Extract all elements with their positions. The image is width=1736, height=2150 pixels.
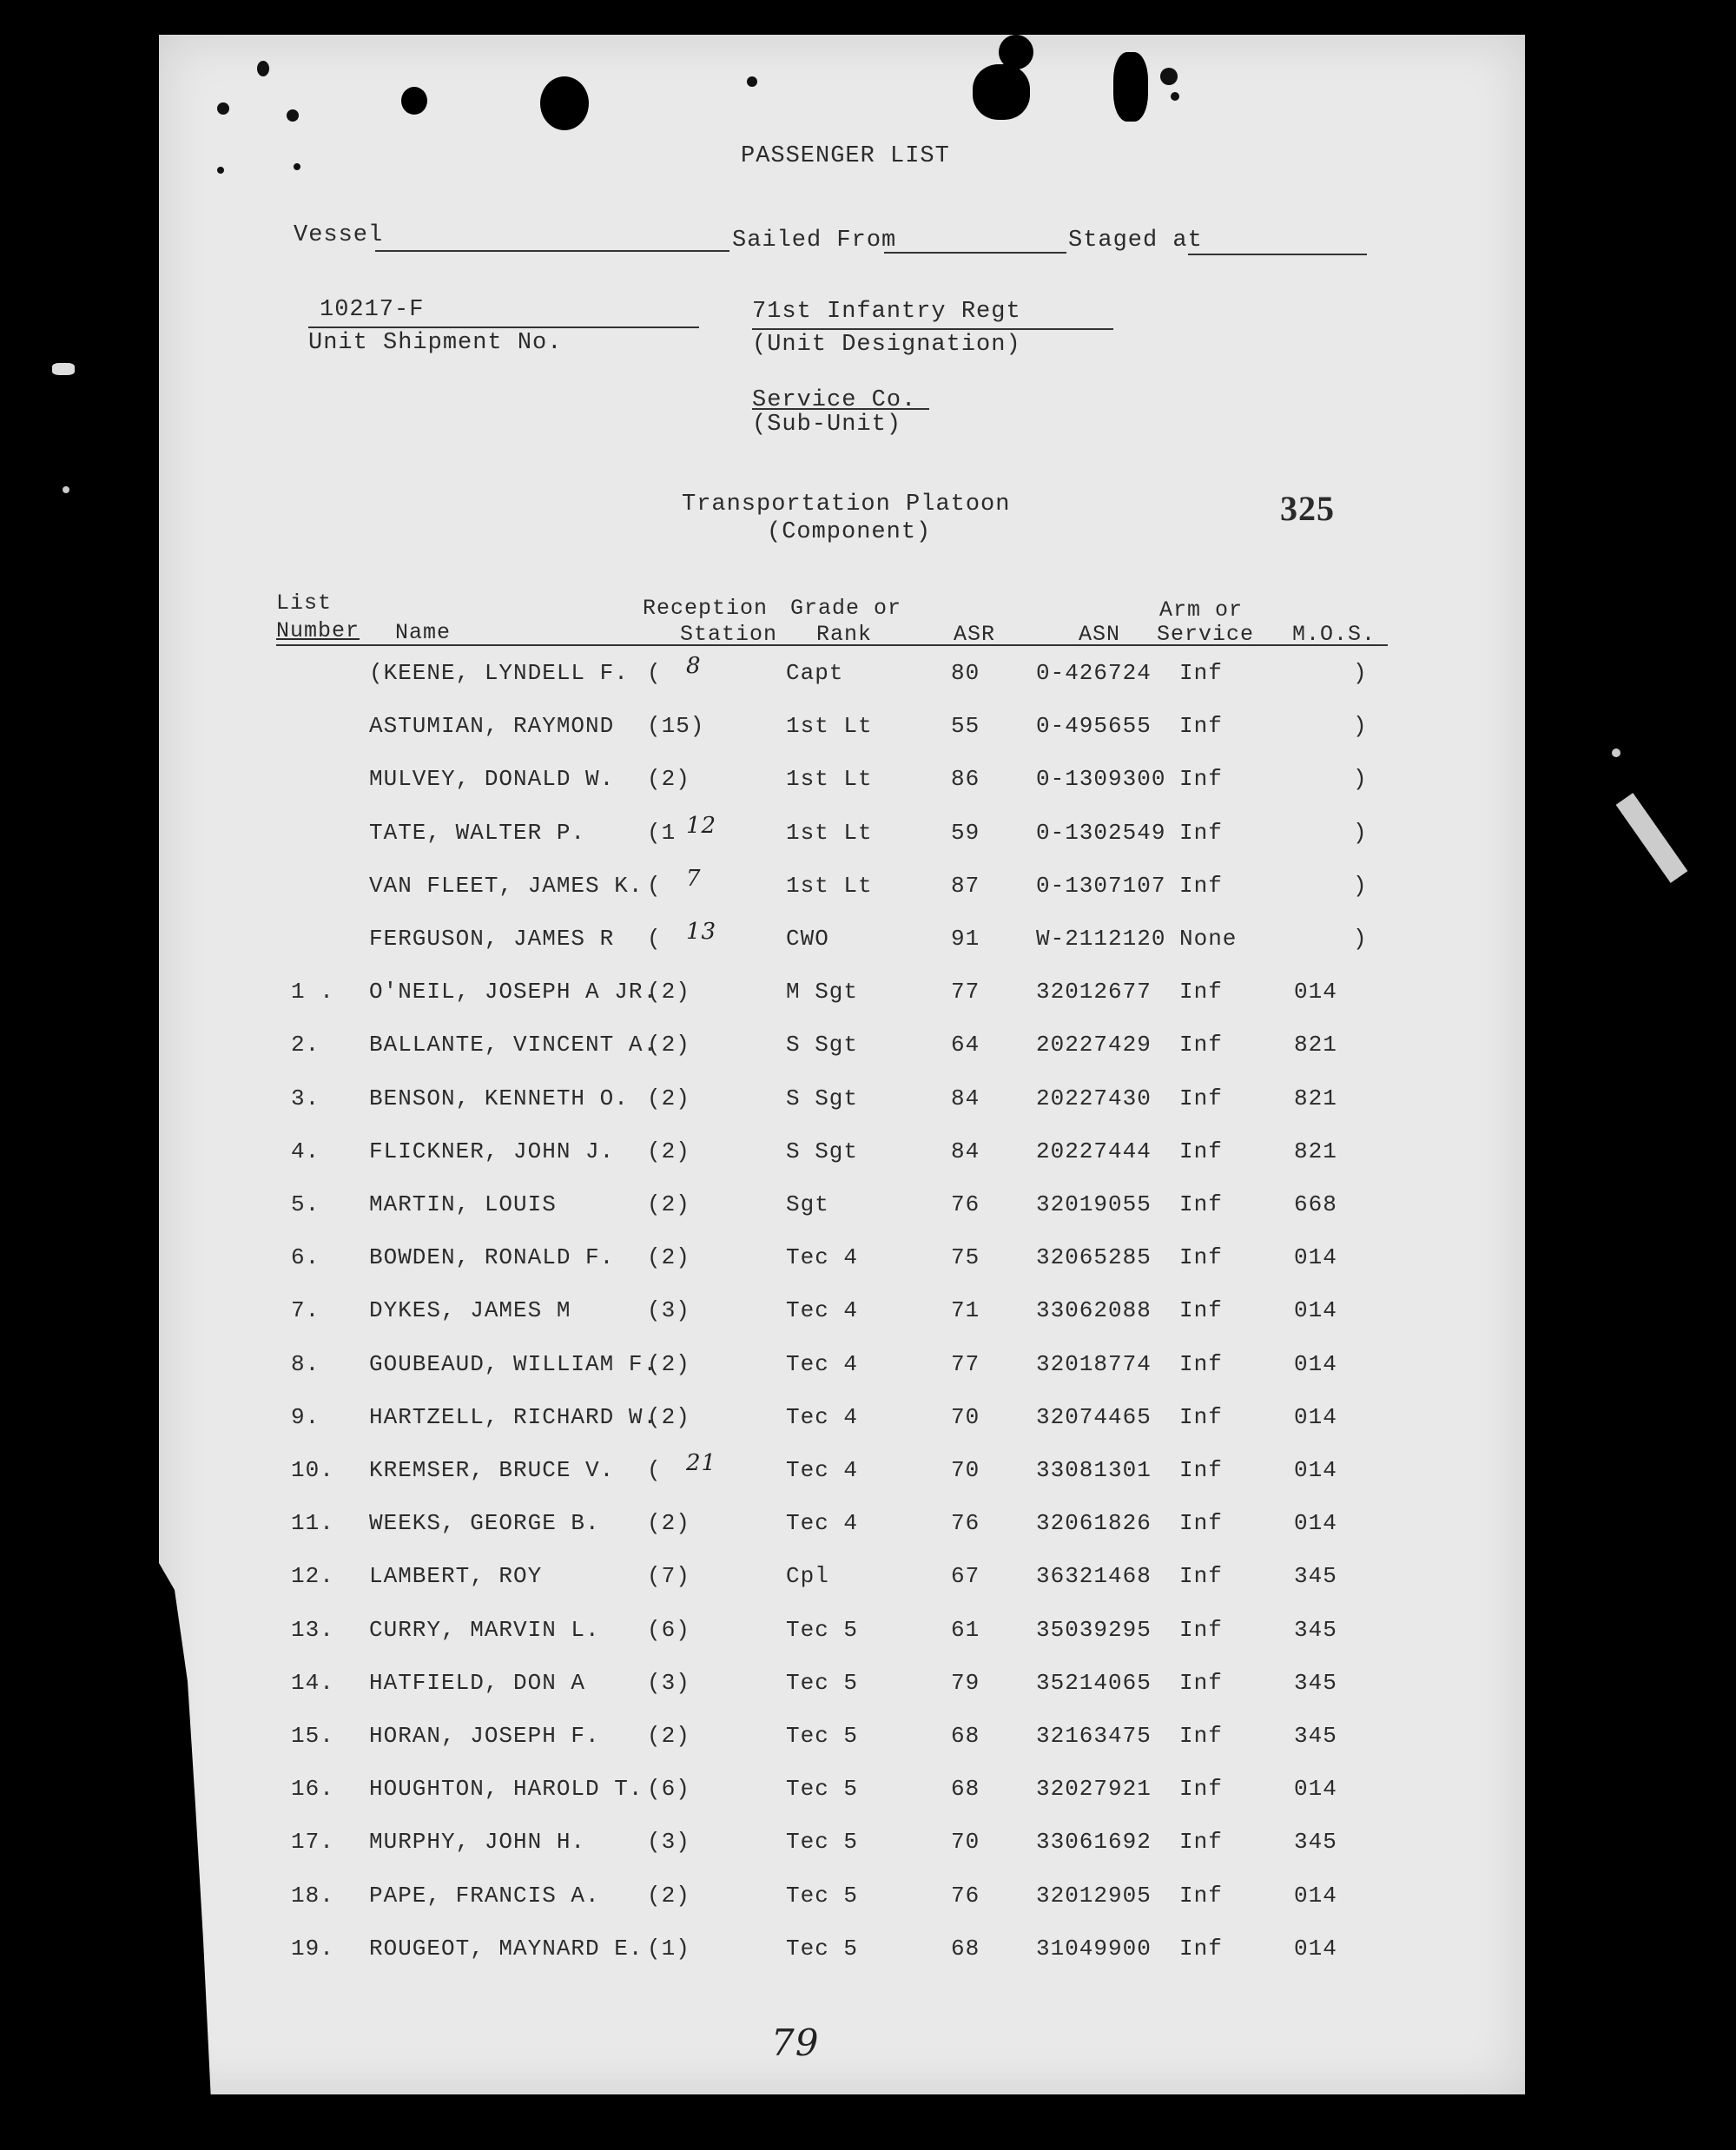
arm-service: Inf <box>1179 1882 1223 1909</box>
passenger-name: HATFIELD, DON A <box>369 1669 586 1696</box>
grade-rank: Sgt <box>786 1191 829 1217</box>
row-number: 15. <box>291 1723 334 1749</box>
grade-rank: 1st Lt <box>786 819 873 846</box>
row-number: 18. <box>291 1882 334 1909</box>
arm-service: Inf <box>1179 1032 1223 1059</box>
grade-rank: Tec 5 <box>786 1935 859 1962</box>
grade-rank: Tec 5 <box>786 1829 859 1856</box>
serial-number: 33081301 <box>1036 1457 1152 1483</box>
passenger-name: LAMBERT, ROY <box>369 1563 543 1590</box>
row-number: 11. <box>291 1510 334 1537</box>
reception-station: (15) <box>647 713 705 740</box>
col-header-arm: Arm or <box>1159 597 1244 623</box>
passenger-name: O'NEIL, JOSEPH A JR. <box>369 979 658 1006</box>
asr-score: 71 <box>951 1297 980 1324</box>
serial-number: 31049900 <box>1036 1935 1152 1962</box>
arm-service: Inf <box>1179 1085 1223 1111</box>
table-row <box>0 1138 1736 1173</box>
page-stamp-number: 325 <box>1280 489 1335 528</box>
row-number: 8. <box>291 1350 320 1377</box>
reception-station: (6) <box>647 1776 690 1803</box>
table-row <box>0 1351 1736 1386</box>
arm-service: Inf <box>1179 1935 1223 1962</box>
mos-code: 014 <box>1294 1510 1337 1537</box>
arm-service: None <box>1179 926 1238 952</box>
passenger-name: DYKES, JAMES M <box>369 1297 571 1324</box>
row-number: 14. <box>291 1669 334 1696</box>
asr-score: 84 <box>951 1085 980 1111</box>
asr-score: 79 <box>951 1669 980 1696</box>
serial-number: 32061826 <box>1036 1510 1152 1537</box>
serial-number: 20227429 <box>1036 1032 1152 1059</box>
shipment-label: Unit Shipment No. <box>308 330 563 356</box>
arm-service: Inf <box>1179 1297 1223 1324</box>
table-row <box>0 1404 1736 1439</box>
passenger-name: WEEKS, GEORGE B. <box>369 1510 600 1537</box>
passenger-name: HARTZELL, RICHARD W. <box>369 1403 658 1430</box>
col-header-mos: M.O.S. <box>1292 622 1376 647</box>
reception-station: ( <box>647 872 662 899</box>
serial-number: 35214065 <box>1036 1669 1152 1696</box>
table-row <box>0 1085 1736 1120</box>
component-label: (Component) <box>767 519 932 545</box>
mos-code: 821 <box>1294 1138 1337 1164</box>
unit-designation-label: (Unit Designation) <box>752 332 1021 358</box>
table-row <box>0 1450 1736 1492</box>
table-row <box>0 1032 1736 1066</box>
arm-service: Inf <box>1179 1616 1223 1643</box>
serial-number: 32019055 <box>1036 1191 1152 1217</box>
table-row <box>0 812 1736 854</box>
col-header-service: Service <box>1157 622 1255 647</box>
table-row <box>0 1297 1736 1332</box>
table-row <box>0 713 1736 748</box>
passenger-name: BALLANTE, VINCENT A. <box>369 1032 658 1059</box>
mos-code: 014 <box>1294 1776 1337 1803</box>
component: Transportation Platoon <box>682 491 1011 518</box>
grade-rank: Capt <box>786 660 844 686</box>
serial-number: 32027921 <box>1036 1776 1152 1803</box>
table-row <box>0 865 1736 907</box>
serial-number: 32065285 <box>1036 1244 1152 1271</box>
table-row <box>0 1883 1736 1917</box>
passenger-name: PAPE, FRANCIS A. <box>369 1882 600 1909</box>
handwritten-page-number: 79 <box>771 2021 820 2064</box>
mos-code: 014 <box>1294 1350 1337 1377</box>
grade-rank: Tec 4 <box>786 1403 859 1430</box>
asr-score: 76 <box>951 1191 980 1217</box>
arm-service: Inf <box>1179 979 1223 1006</box>
unit-designation: 71st Infantry Regt <box>752 299 1021 325</box>
mos-code: ) <box>1353 926 1368 952</box>
passenger-name: (KEENE, LYNDELL F. <box>369 660 629 686</box>
asr-score: 84 <box>951 1138 980 1164</box>
grade-rank: CWO <box>786 926 829 952</box>
mos-code: ) <box>1353 819 1368 846</box>
passenger-name: VAN FLEET, JAMES K. <box>369 872 644 899</box>
grade-rank: Tec 4 <box>786 1350 859 1377</box>
row-number: 19. <box>291 1935 334 1962</box>
reception-station: (2) <box>647 1085 690 1111</box>
asr-score: 77 <box>951 979 980 1006</box>
arm-service: Inf <box>1179 1776 1223 1803</box>
asr-score: 80 <box>951 660 980 686</box>
table-row <box>0 1936 1736 1970</box>
passenger-name: FLICKNER, JOHN J. <box>369 1138 615 1164</box>
arm-service: Inf <box>1179 766 1223 793</box>
arm-service: Inf <box>1179 1244 1223 1271</box>
reception-station: ( <box>647 926 662 952</box>
serial-number: 32018774 <box>1036 1350 1152 1377</box>
asr-score: 67 <box>951 1563 980 1590</box>
handwritten-correction: 21 <box>686 1450 717 1476</box>
mos-code: ) <box>1353 766 1368 793</box>
grade-rank: Tec 4 <box>786 1457 859 1483</box>
grade-rank: 1st Lt <box>786 872 873 899</box>
handwritten-correction: 8 <box>686 653 702 679</box>
serial-number: 32074465 <box>1036 1403 1152 1430</box>
handwritten-correction: 13 <box>686 919 717 945</box>
sub-unit: Service Co. <box>752 387 917 413</box>
passenger-name: MURPHY, JOHN H. <box>369 1829 586 1856</box>
serial-number: 0-1302549 <box>1036 819 1166 846</box>
reception-station: ( <box>647 660 662 686</box>
passenger-name: BOWDEN, RONALD F. <box>369 1244 615 1271</box>
row-number: 7. <box>291 1297 320 1324</box>
table-row <box>0 1670 1736 1705</box>
table-row <box>0 1829 1736 1863</box>
grade-rank: Tec 4 <box>786 1510 859 1537</box>
grade-rank: Tec 5 <box>786 1669 859 1696</box>
passenger-name: FERGUSON, JAMES R <box>369 926 615 952</box>
mos-code: 821 <box>1294 1085 1337 1111</box>
asr-score: 68 <box>951 1776 980 1803</box>
serial-number: 32163475 <box>1036 1723 1152 1749</box>
mos-code: 014 <box>1294 1297 1337 1324</box>
mos-code: 345 <box>1294 1723 1337 1749</box>
staged-at-label: Staged at <box>1068 228 1203 254</box>
row-number: 3. <box>291 1085 320 1111</box>
row-number: 9. <box>291 1403 320 1430</box>
shipment-number: 10217-F <box>320 297 425 323</box>
arm-service: Inf <box>1179 1403 1223 1430</box>
table-row <box>0 1563 1736 1598</box>
asr-score: 76 <box>951 1882 980 1909</box>
mos-code: 821 <box>1294 1032 1337 1059</box>
table-row <box>0 979 1736 1013</box>
mos-code: ) <box>1353 660 1368 686</box>
row-number: 17. <box>291 1829 334 1856</box>
reception-station: (2) <box>647 1350 690 1377</box>
table-row <box>0 1244 1736 1279</box>
mos-code: 668 <box>1294 1191 1337 1217</box>
arm-service: Inf <box>1179 1723 1223 1749</box>
row-number: 10. <box>291 1457 334 1483</box>
handwritten-correction: 12 <box>686 812 717 839</box>
mos-code: 014 <box>1294 1457 1337 1483</box>
row-number: 16. <box>291 1776 334 1803</box>
table-row <box>0 1723 1736 1758</box>
reception-station: (2) <box>647 1138 690 1164</box>
grade-rank: Tec 5 <box>786 1882 859 1909</box>
col-header-grade: Grade or <box>790 596 902 621</box>
reception-station: (2) <box>647 979 690 1006</box>
sailed-from-label: Sailed From <box>732 228 897 254</box>
col-header-list: List <box>276 590 333 616</box>
asr-score: 75 <box>951 1244 980 1271</box>
col-header-reception: Reception <box>643 596 769 621</box>
passenger-name: HOUGHTON, HAROLD T. <box>369 1776 644 1803</box>
sub-unit-label: (Sub-Unit) <box>752 412 902 438</box>
serial-number: 20227430 <box>1036 1085 1152 1111</box>
grade-rank: S Sgt <box>786 1032 859 1059</box>
mos-code: ) <box>1353 872 1368 899</box>
serial-number: 0-426724 <box>1036 660 1152 686</box>
reception-station: (3) <box>647 1297 690 1324</box>
row-number: 6. <box>291 1244 320 1271</box>
reception-station: (2) <box>647 1882 690 1909</box>
serial-number: 32012677 <box>1036 979 1152 1006</box>
reception-station: (1 <box>647 819 677 846</box>
reception-station: (1) <box>647 1935 690 1962</box>
asr-score: 91 <box>951 926 980 952</box>
passenger-name: CURRY, MARVIN L. <box>369 1616 600 1643</box>
mos-code: 345 <box>1294 1616 1337 1643</box>
row-number: 1 . <box>291 979 334 1006</box>
passenger-name: ROUGEOT, MAYNARD E. <box>369 1935 644 1962</box>
serial-number: 0-1307107 <box>1036 872 1166 899</box>
reception-station: (2) <box>647 1403 690 1430</box>
passenger-name: ASTUMIAN, RAYMOND <box>369 713 615 740</box>
arm-service: Inf <box>1179 1138 1223 1164</box>
table-row <box>0 919 1736 960</box>
asr-score: 70 <box>951 1403 980 1430</box>
asr-score: 76 <box>951 1510 980 1537</box>
table-row <box>0 653 1736 695</box>
serial-number: 33062088 <box>1036 1297 1152 1324</box>
mos-code: 014 <box>1294 1244 1337 1271</box>
table-row <box>0 1510 1736 1545</box>
asr-score: 55 <box>951 713 980 740</box>
table-row <box>0 766 1736 801</box>
reception-station: (7) <box>647 1563 690 1590</box>
passenger-name: HORAN, JOSEPH F. <box>369 1723 600 1749</box>
mos-code: 345 <box>1294 1829 1337 1856</box>
grade-rank: S Sgt <box>786 1138 859 1164</box>
passenger-name: KREMSER, BRUCE V. <box>369 1457 615 1483</box>
table-row <box>0 1776 1736 1810</box>
grade-rank: Tec 5 <box>786 1723 859 1749</box>
asr-score: 86 <box>951 766 980 793</box>
reception-station: (2) <box>647 766 690 793</box>
passenger-name: GOUBEAUD, WILLIAM F. <box>369 1350 658 1377</box>
reception-station: (2) <box>647 1191 690 1217</box>
reception-station: (6) <box>647 1616 690 1643</box>
serial-number: 0-1309300 <box>1036 766 1166 793</box>
passenger-name: BENSON, KENNETH O. <box>369 1085 629 1111</box>
asr-score: 70 <box>951 1457 980 1483</box>
col-header-station: Station <box>680 622 778 647</box>
row-number: 5. <box>291 1191 320 1217</box>
col-header-asr: ASR <box>954 622 996 647</box>
mos-code: 014 <box>1294 979 1337 1006</box>
arm-service: Inf <box>1179 1829 1223 1856</box>
row-number: 13. <box>291 1616 334 1643</box>
grade-rank: M Sgt <box>786 979 859 1006</box>
reception-station: (2) <box>647 1244 690 1271</box>
grade-rank: Tec 5 <box>786 1616 859 1643</box>
col-header-asn: ASN <box>1079 622 1121 647</box>
mos-code: 014 <box>1294 1882 1337 1909</box>
passenger-name: MULVEY, DONALD W. <box>369 766 615 793</box>
serial-number: 32012905 <box>1036 1882 1152 1909</box>
grade-rank: Cpl <box>786 1563 829 1590</box>
passenger-name: TATE, WALTER P. <box>369 819 586 846</box>
asr-score: 68 <box>951 1723 980 1749</box>
arm-service: Inf <box>1179 660 1223 686</box>
mos-code: 345 <box>1294 1669 1337 1696</box>
document-title: PASSENGER LIST <box>741 143 950 169</box>
grade-rank: S Sgt <box>786 1085 859 1111</box>
arm-service: Inf <box>1179 1510 1223 1537</box>
col-header-number: Number <box>276 618 360 643</box>
reception-station: (3) <box>647 1669 690 1696</box>
serial-number: 36321468 <box>1036 1563 1152 1590</box>
arm-service: Inf <box>1179 819 1223 846</box>
reception-station: (2) <box>647 1032 690 1059</box>
arm-service: Inf <box>1179 1669 1223 1696</box>
row-number: 12. <box>291 1563 334 1590</box>
col-header-name: Name <box>395 620 452 645</box>
arm-service: Inf <box>1179 1191 1223 1217</box>
asr-score: 61 <box>951 1616 980 1643</box>
grade-rank: Tec 4 <box>786 1244 859 1271</box>
arm-service: Inf <box>1179 1457 1223 1483</box>
reception-station: (2) <box>647 1510 690 1537</box>
arm-service: Inf <box>1179 713 1223 740</box>
asr-score: 77 <box>951 1350 980 1377</box>
grade-rank: 1st Lt <box>786 713 873 740</box>
reception-station: (3) <box>647 1829 690 1856</box>
row-number: 4. <box>291 1138 320 1164</box>
asr-score: 68 <box>951 1935 980 1962</box>
mos-code: ) <box>1353 713 1368 740</box>
serial-number: W-2112120 <box>1036 926 1166 952</box>
passenger-name: MARTIN, LOUIS <box>369 1191 557 1217</box>
arm-service: Inf <box>1179 1350 1223 1377</box>
grade-rank: 1st Lt <box>786 766 873 793</box>
col-header-rank: Rank <box>816 622 873 647</box>
table-row <box>0 1191 1736 1226</box>
grade-rank: Tec 5 <box>786 1776 859 1803</box>
arm-service: Inf <box>1179 1563 1223 1590</box>
serial-number: 33061692 <box>1036 1829 1152 1856</box>
mos-code: 345 <box>1294 1563 1337 1590</box>
serial-number: 0-495655 <box>1036 713 1152 740</box>
grade-rank: Tec 4 <box>786 1297 859 1324</box>
row-number: 2. <box>291 1032 320 1059</box>
serial-number: 35039295 <box>1036 1616 1152 1643</box>
reception-station: ( <box>647 1457 662 1483</box>
mos-code: 014 <box>1294 1935 1337 1962</box>
reception-station: (2) <box>647 1723 690 1749</box>
asr-score: 87 <box>951 872 980 899</box>
handwritten-correction: 7 <box>686 865 702 892</box>
table-row <box>0 1617 1736 1652</box>
asr-score: 64 <box>951 1032 980 1059</box>
vessel-label: Vessel <box>294 222 384 248</box>
serial-number: 20227444 <box>1036 1138 1152 1164</box>
arm-service: Inf <box>1179 872 1223 899</box>
asr-score: 59 <box>951 819 980 846</box>
asr-score: 70 <box>951 1829 980 1856</box>
mos-code: 014 <box>1294 1403 1337 1430</box>
